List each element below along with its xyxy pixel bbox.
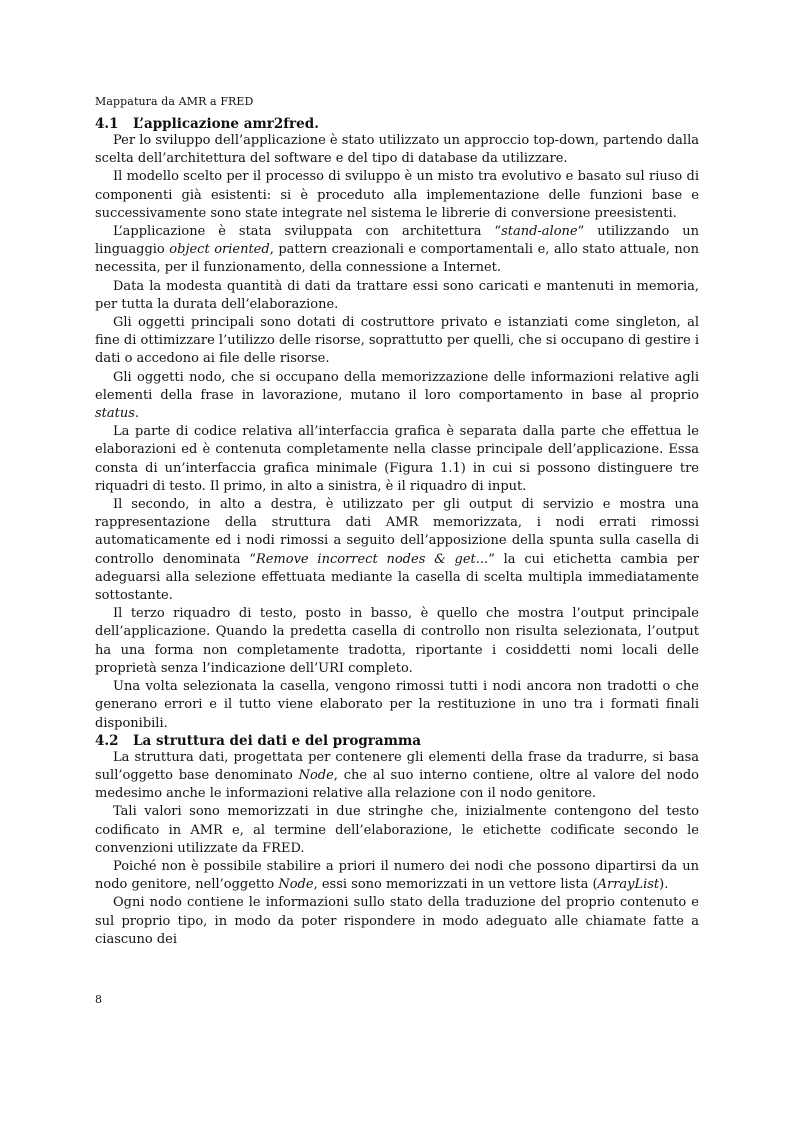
section-body <box>95 749 699 949</box>
paragraph: Una volta selezionata la casella, vengono rimossi tutti i nodi ancora non tradotti o che generano errori e il tutto viene elaborato per la restituzione in uno tra i formati finali disponibili. <box>95 679 699 731</box>
section-heading-4-1 <box>95 116 699 132</box>
italic-term: Node <box>298 767 334 783</box>
paragraph: Il terzo riquadro di testo, posto in basso, è quello che mostra l’output principale dell’applicazione. Quando la predetta casella di controllo non risulta selezionata, l’output ha una forma non completamente tradotta, riportante i cosiddetti nomi locali delle proprietà senza l’indicazione dell’URI completo. <box>95 606 699 676</box>
paragraph: Gli oggetti principali sono dotati di costruttore privato e istanziati come singleton, al fine di ottimizzare l’utilizzo delle risorse, soprattutto per quelli, che si occupano di gestire i dati o accedono ai file delle risorse. <box>95 315 699 367</box>
italic-term: object oriented <box>169 242 270 258</box>
paragraph: La struttura dati, progettata per contenere gli elementi della frase da tradurre, si basa sull’oggetto base denominato Node, che al suo interno contiene, oltre al valore del nodo medesimo anche le informazioni relative alla relazione con il nodo genitore. <box>95 749 699 802</box>
paragraph: Per lo sviluppo dell’applicazione è stato utilizzato un approccio top-down, partendo dalla scelta dell’architettura del software e del tipo di database da utilizzare. <box>95 133 699 167</box>
paragraph: Poiché non è possibile stabilire a priori il numero dei nodi che possono dipartirsi da un nodo genitore, nell’oggetto Node, essi sono memorizzati in un vettore lista (ArrayList). <box>95 858 699 893</box>
paragraph: Il secondo, in alto a destra, è utilizzato per gli output di servizio e mostra una rappresentazione della struttura dati AMR memorizzata, i nodi errati rimossi automaticamente ed i nodi rimossi a seguito dell’apposizione della spunta sulla casella di controllo denominata “Remove incorrect nodes & get...” la cui etichetta cambia per adeguarsi alla selezione effettuata mediante la casella di scelta multipla immediatamente sottostante. <box>95 497 699 604</box>
page-number: 8 <box>95 993 102 1006</box>
running-header: Mappatura da AMR a FRED <box>95 95 254 108</box>
paragraph: La parte di codice relativa all’interfaccia grafica è separata dalla parte che effettua le elaborazioni ed è contenuta completamente nella classe principale dell’applicazione. Essa consta di un’interfaccia grafica minimale (Figura 1.1) in cui si possono distinguere tre riquadri di testo. Il primo, in alto a sinistra, è il riquadro di input. <box>95 424 699 494</box>
italic-term: ArrayList <box>597 877 660 893</box>
section-heading-4-2 <box>95 733 699 749</box>
paragraph: Gli oggetti nodo, che si occupano della memorizzazione delle informazioni relative agli elementi della frase in lavorazione, mutano il loro comportamento in base al proprio status. <box>95 369 699 422</box>
italic-term: status <box>95 406 135 422</box>
document-page <box>95 90 699 949</box>
section-title: L’applicazione amr2fred. <box>133 116 319 132</box>
italic-term: Remove incorrect nodes & get... <box>255 551 489 567</box>
paragraph: Data la modesta quantità di dati da trattare essi sono caricati e mantenuti in memoria, per tutta la durata dell’elaborazione. <box>95 278 699 312</box>
paragraph: Ogni nodo contiene le informazioni sullo stato della traduzione del proprio contenuto e sul proprio tipo, in modo da poter rispondere in modo adeguato alle chiamate fatte a ciascuno dei <box>95 895 699 947</box>
section-title: La struttura dei dati e del programma <box>133 732 421 749</box>
italic-term: stand-alone <box>501 224 578 240</box>
section-number: 4.2 <box>95 732 119 749</box>
paragraph: L’applicazione è stata sviluppata con architettura “stand-alone” utilizzando un linguaggio object oriented, pattern creazionali e comportamentali e, allo stato attuale, non necessita, per il funzionamento, della connessione a Internet. <box>95 224 699 276</box>
italic-term: Node <box>278 877 314 893</box>
paragraph: Tali valori sono memorizzati in due stringhe che, inizialmente contengono del testo codificato in AMR e, al termine dell’elaborazione, le etichette codificate secondo le convenzioni utilizzate da FRED. <box>95 804 699 856</box>
paragraph: Il modello scelto per il processo di sviluppo è un misto tra evolutivo e basato sul riuso di componenti già esistenti: si è proceduto alla implementazione delle funzioni base e successivamente sono state integrate nel sistema le librerie di conversione preesistenti. <box>95 169 699 221</box>
section-body <box>95 132 699 733</box>
section-number: 4.1 <box>95 116 119 132</box>
